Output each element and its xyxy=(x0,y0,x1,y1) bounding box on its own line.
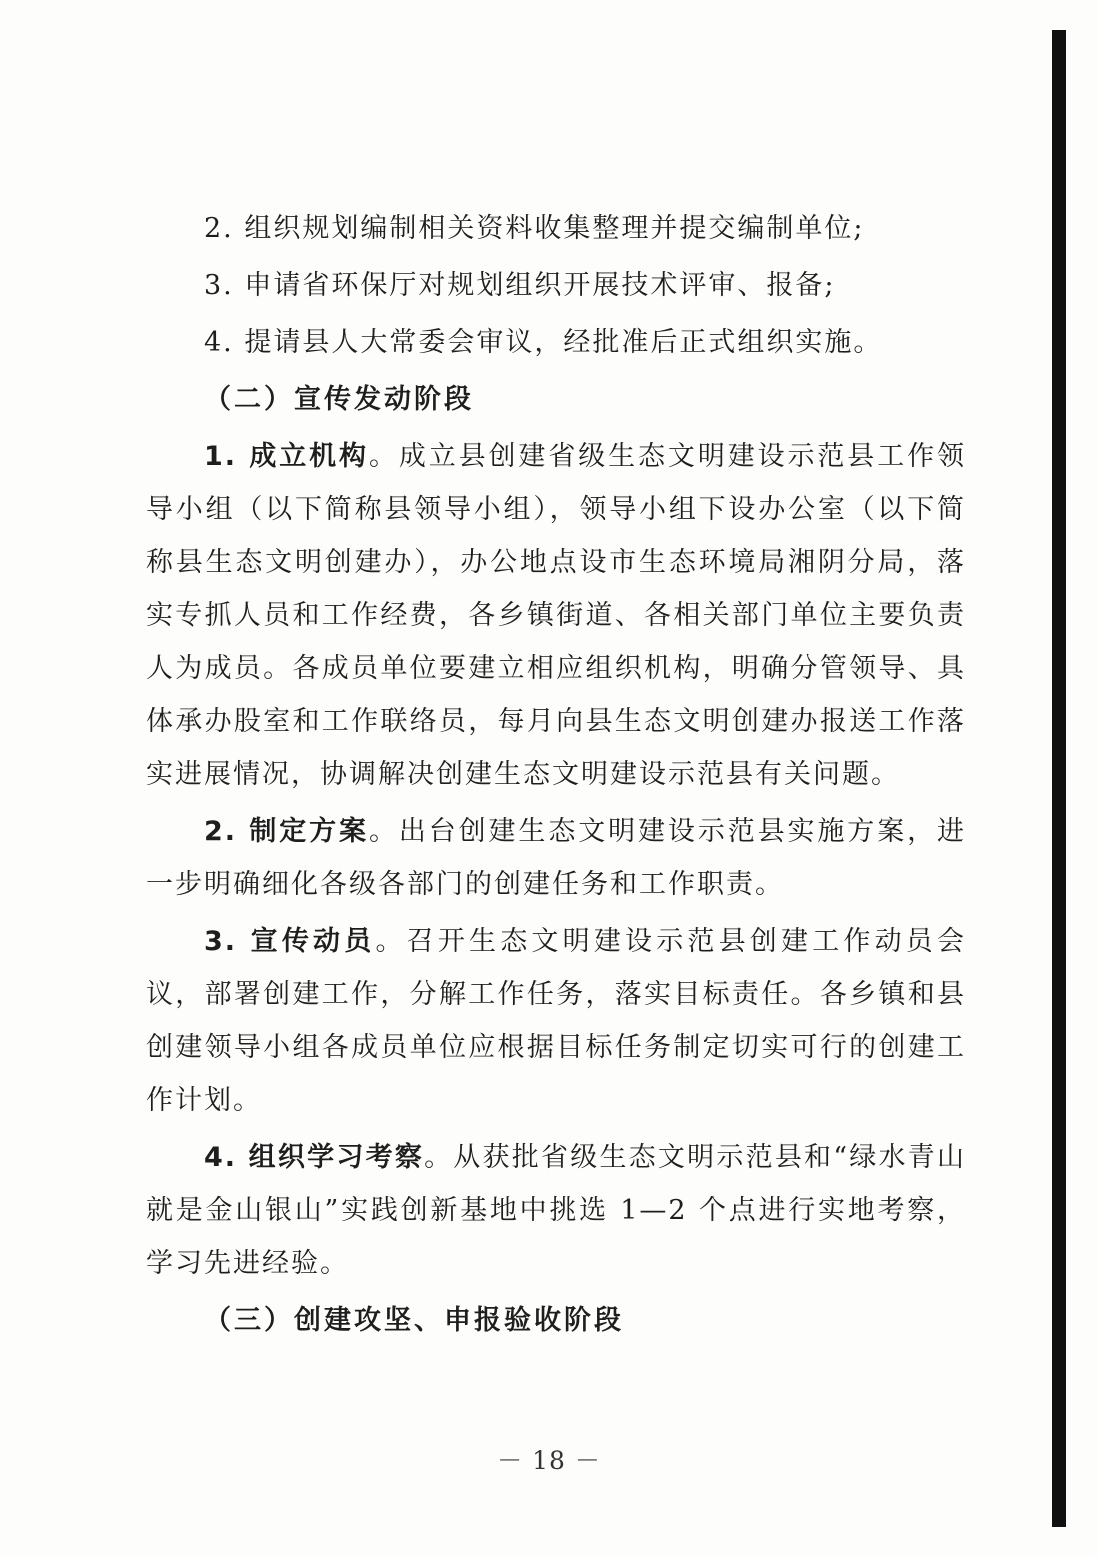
paragraph-text: 。召开生态文明建设示范县创建工作动员会议，部署创建工作，分解工作任务，落实目标责任。各乡镇和县创建领导小组各成员单位应根据目标任务制定切实可行的创建工作计划。 xyxy=(146,926,966,1116)
paragraph-text: 。出台创建生态文明建设示范县实施方案，进一步明确细化各级各部门的创建任务和工作职责。 xyxy=(146,816,966,900)
paragraph-text: 。成立县创建省级生态文明建设示范县工作领导小组（以下简称县领导小组），领导小组下设办公室（以下简称县生态文明创建办），办公地点设市生态环境局湘阴分局，落实专抓人员和工作经费，各乡镇街道、各相关部门单位主要负责人为成员。各成员单位要建立相应组织机构，明确分管领导、具体承办股室和工作联络员，每月向县生态文明创建办报送工作落实进展情况，协调解决创建生态文明建设示范县有关问题。 xyxy=(146,441,966,790)
list-item: 3. 申请省环保厅对规划组织开展技术评审、报备; xyxy=(204,270,836,301)
paragraph-publicity-mobilization xyxy=(146,915,966,1127)
paragraph-study-tour xyxy=(146,1131,966,1290)
paragraph-text: 。从获批省级生态文明示范县和“绿水青山就是金山银山”实践创新基地中挑选 1—2 个点进行实地考察，学习先进经验。 xyxy=(146,1142,966,1279)
paragraph-formulate-plan xyxy=(146,805,966,911)
paragraph-lead: 4. 组织学习考察 xyxy=(204,1142,425,1173)
paragraph-establish-organization xyxy=(146,430,966,801)
list-item: 2. 组织规划编制相关资料收集整理并提交编制单位; xyxy=(204,213,865,244)
paragraph-lead: 2. 制定方案 xyxy=(204,816,369,847)
paragraph-lead: 3. 宣传动员 xyxy=(204,926,376,957)
scan-edge-bar xyxy=(1052,30,1066,1527)
document-body xyxy=(146,202,966,1351)
section-heading-acceptance: （三）创建攻坚、申报验收阶段 xyxy=(204,1305,624,1336)
list-item: 4. 提请县人大常委会审议，经批准后正式组织实施。 xyxy=(204,327,883,358)
page-number: － 18 － xyxy=(497,1446,601,1475)
paragraph-lead: 1. 成立机构 xyxy=(204,441,369,472)
section-heading-publicity: （二）宣传发动阶段 xyxy=(204,384,474,415)
